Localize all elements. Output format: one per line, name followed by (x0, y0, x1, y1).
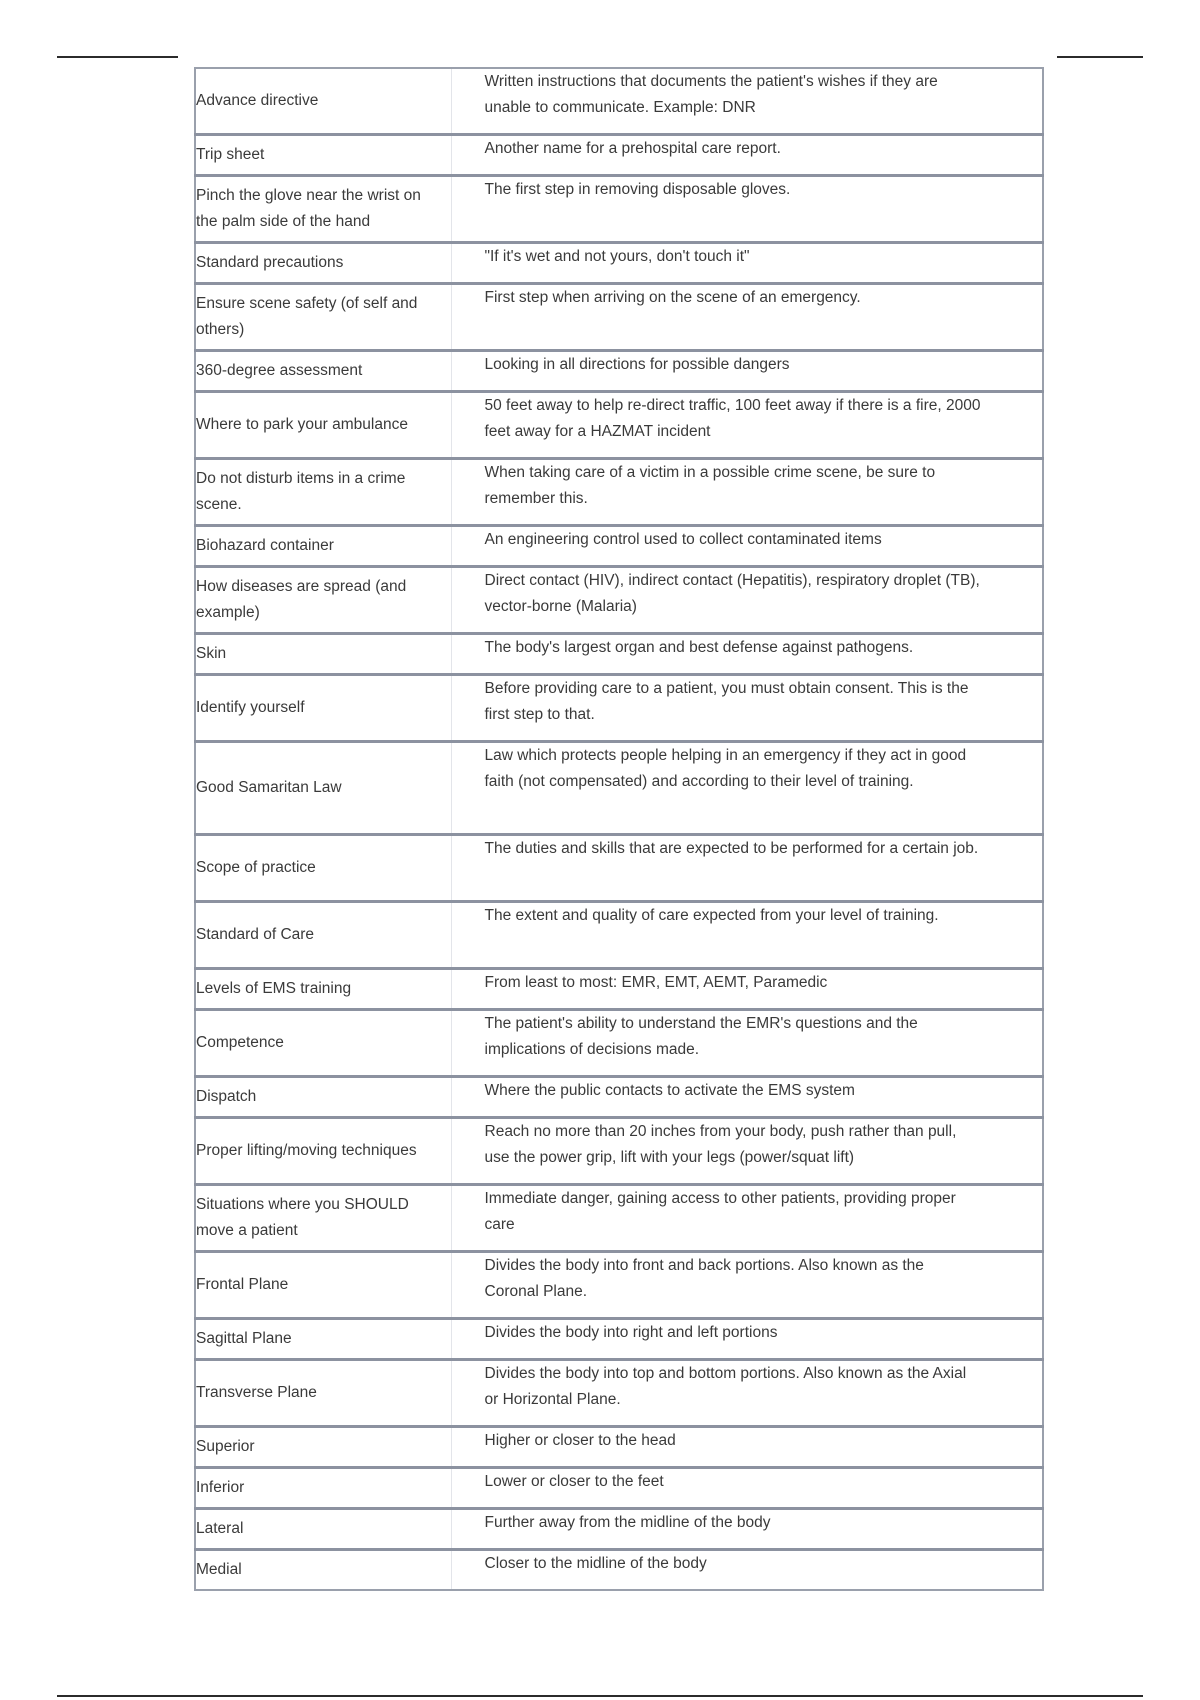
definition-cell: Divides the body into top and bottom portions. Also known as the Axial or Horizontal Plane. (451, 1360, 1043, 1427)
term-cell: Do not disturb items in a crime scene. (195, 459, 451, 526)
definition-cell: Immediate danger, gaining access to other patients, providing proper care (451, 1185, 1043, 1252)
table-row (195, 1077, 1043, 1118)
definition-cell: Another name for a prehospital care report. (451, 135, 1043, 176)
term-cell: Competence (195, 1010, 451, 1077)
term-cell: Identify yourself (195, 675, 451, 742)
term-cell: Advance directive (195, 68, 451, 135)
table-row (195, 902, 1043, 969)
table-row (195, 459, 1043, 526)
table-row (195, 243, 1043, 284)
definition-cell: Further away from the midline of the body (451, 1509, 1043, 1550)
table-row (195, 1468, 1043, 1509)
definition-cell: Divides the body into front and back portions. Also known as the Coronal Plane. (451, 1252, 1043, 1319)
definition-cell: The first step in removing disposable gloves. (451, 176, 1043, 243)
term-cell: Proper lifting/moving techniques (195, 1118, 451, 1185)
table-row (195, 1509, 1043, 1550)
table-row (195, 526, 1043, 567)
definition-cell: From least to most: EMR, EMT, AEMT, Paramedic (451, 969, 1043, 1010)
term-cell: Levels of EMS training (195, 969, 451, 1010)
definition-cell: Divides the body into right and left portions (451, 1319, 1043, 1360)
definition-cell: The body's largest organ and best defense against pathogens. (451, 634, 1043, 675)
definition-cell: Written instructions that documents the patient's wishes if they are unable to communicate. Example: DNR (451, 68, 1043, 135)
table-row (195, 1427, 1043, 1468)
definition-cell: "If it's wet and not yours, don't touch it" (451, 243, 1043, 284)
table-row (195, 1550, 1043, 1591)
definition-cell: Reach no more than 20 inches from your body, push rather than pull, use the power grip, lift with your legs (power/squat lift) (451, 1118, 1043, 1185)
term-cell: Lateral (195, 1509, 451, 1550)
table-row (195, 969, 1043, 1010)
table-row (195, 284, 1043, 351)
header-rule-left (57, 56, 178, 58)
term-cell: Situations where you SHOULD move a patient (195, 1185, 451, 1252)
term-cell: Inferior (195, 1468, 451, 1509)
term-cell: Trip sheet (195, 135, 451, 176)
definition-cell: Looking in all directions for possible dangers (451, 351, 1043, 392)
definition-cell: Law which protects people helping in an emergency if they act in good faith (not compensated) and according to their level of training. (451, 742, 1043, 835)
definition-cell: 50 feet away to help re-direct traffic, 100 feet away if there is a fire, 2000 feet away for a HAZMAT incident (451, 392, 1043, 459)
table-row (195, 634, 1043, 675)
glossary-table (194, 67, 1044, 1591)
term-cell: Standard of Care (195, 902, 451, 969)
term-cell: How diseases are spread (and example) (195, 567, 451, 634)
term-cell: Medial (195, 1550, 451, 1591)
term-cell: Pinch the glove near the wrist on the palm side of the hand (195, 176, 451, 243)
table-row (195, 1319, 1043, 1360)
footer-rule (57, 1695, 1143, 1697)
table-row (195, 567, 1043, 634)
definition-cell: When taking care of a victim in a possible crime scene, be sure to remember this. (451, 459, 1043, 526)
term-cell: Transverse Plane (195, 1360, 451, 1427)
definition-cell: First step when arriving on the scene of an emergency. (451, 284, 1043, 351)
term-cell: Sagittal Plane (195, 1319, 451, 1360)
term-cell: Where to park your ambulance (195, 392, 451, 459)
definition-cell: An engineering control used to collect contaminated items (451, 526, 1043, 567)
definition-cell: The extent and quality of care expected from your level of training. (451, 902, 1043, 969)
term-cell: Superior (195, 1427, 451, 1468)
definition-cell: Lower or closer to the feet (451, 1468, 1043, 1509)
definition-cell: Higher or closer to the head (451, 1427, 1043, 1468)
table-row (195, 1118, 1043, 1185)
term-cell: Good Samaritan Law (195, 742, 451, 835)
definition-cell: Before providing care to a patient, you must obtain consent. This is the first step to that. (451, 675, 1043, 742)
term-cell: Skin (195, 634, 451, 675)
term-cell: Scope of practice (195, 835, 451, 902)
table-row (195, 1252, 1043, 1319)
definition-cell: Closer to the midline of the body (451, 1550, 1043, 1591)
definition-cell: Where the public contacts to activate the EMS system (451, 1077, 1043, 1118)
definition-cell: The patient's ability to understand the EMR's questions and the implications of decisions made. (451, 1010, 1043, 1077)
table-row (195, 675, 1043, 742)
table-row (195, 1010, 1043, 1077)
term-cell: Standard precautions (195, 243, 451, 284)
definition-cell: Direct contact (HIV), indirect contact (Hepatitis), respiratory droplet (TB), vector-borne (Malaria) (451, 567, 1043, 634)
header-rule-right (1057, 56, 1143, 58)
table-row (195, 1360, 1043, 1427)
table-row (195, 742, 1043, 835)
table-row (195, 835, 1043, 902)
table-row (195, 68, 1043, 135)
term-cell: Ensure scene safety (of self and others) (195, 284, 451, 351)
definition-cell: The duties and skills that are expected to be performed for a certain job. (451, 835, 1043, 902)
table-row (195, 392, 1043, 459)
table-row (195, 1185, 1043, 1252)
table-row (195, 351, 1043, 392)
term-cell: 360-degree assessment (195, 351, 451, 392)
term-cell: Biohazard container (195, 526, 451, 567)
table-row (195, 176, 1043, 243)
table-row (195, 135, 1043, 176)
term-cell: Dispatch (195, 1077, 451, 1118)
term-cell: Frontal Plane (195, 1252, 451, 1319)
